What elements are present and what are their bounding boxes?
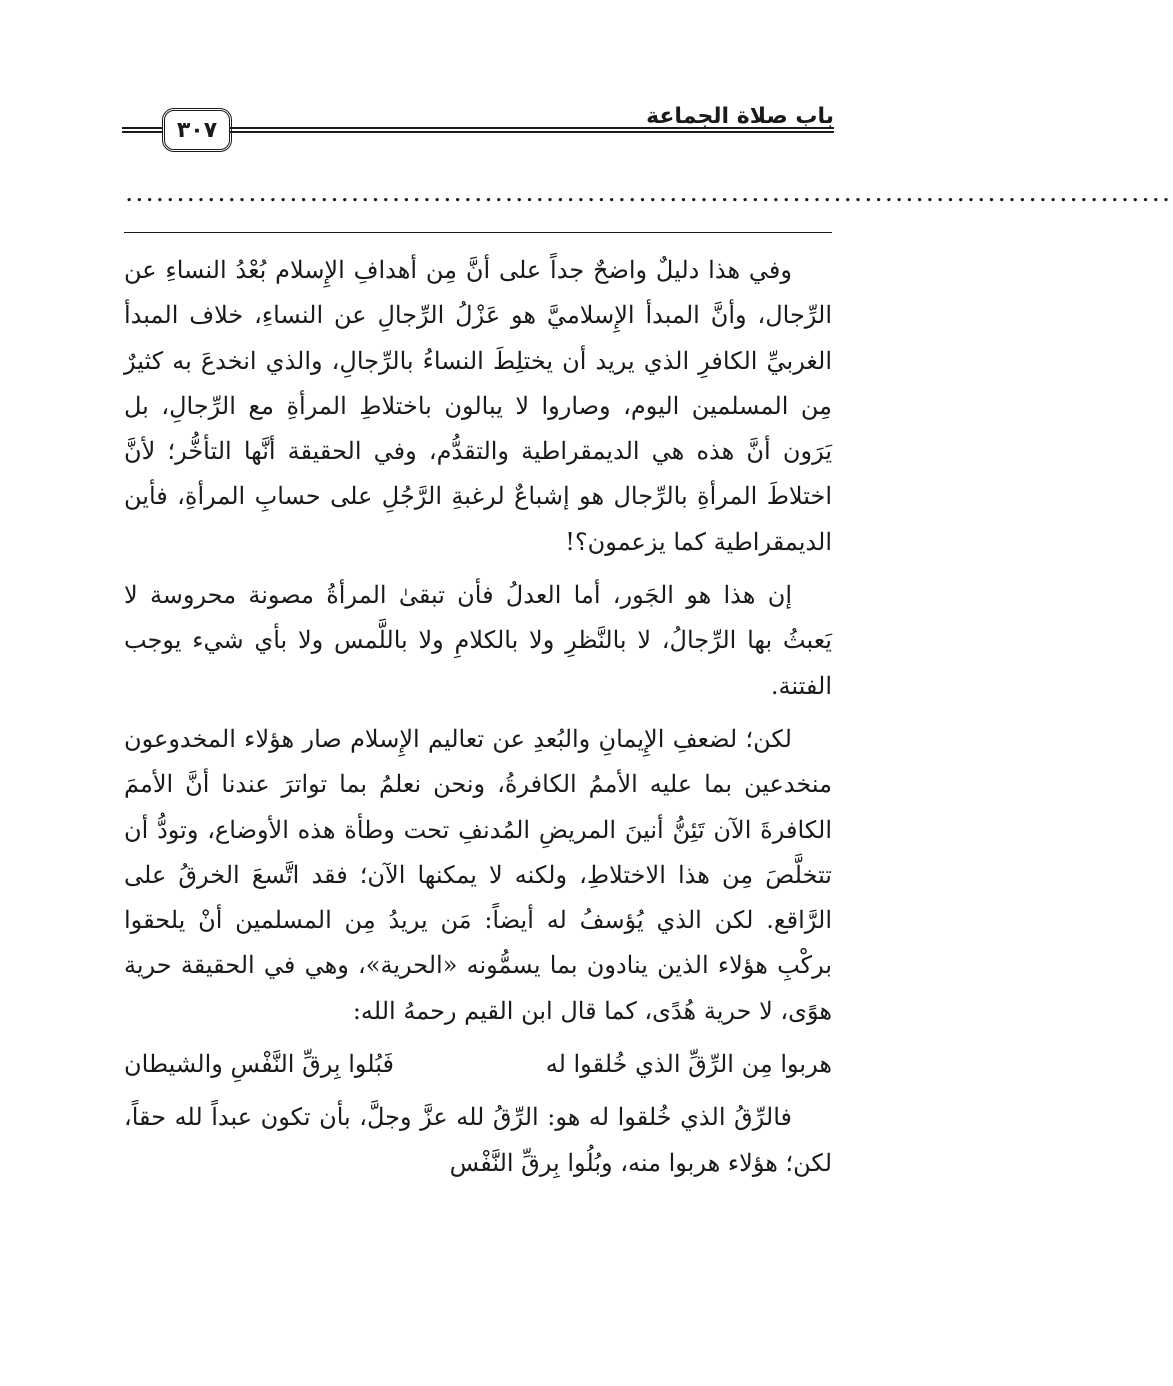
paragraph: إن هذا هو الجَور، أما العدلُ فأن تبقىٰ المرأةُ مصونة محروسة لا يَعبثُ بها الرِّجالُ، لا بالنَّظرِ ولا بالكلامِ ولا باللَّمس ولا بأي شيء يوجب الفتنة. <box>124 581 832 700</box>
chapter-title: باب صلاة الجماعة <box>646 104 834 129</box>
verse-second-hemistich: فَبُلوا بِرقِّ النَّفْسِ والشيطان <box>124 1050 394 1079</box>
footnote-divider <box>124 232 832 233</box>
dotted-separator: ...................................................................................................... <box>126 185 1173 206</box>
page-number: ٣٠٧ <box>176 117 218 143</box>
header-rule-left <box>122 127 162 133</box>
page-number-frame <box>162 108 232 152</box>
body-text <box>124 248 832 1194</box>
paragraph: فالرِّقُ الذي خُلقوا له هو: الرِّقُ لله عزَّ وجلَّ، بأن تكون عبداً لله حقاً، لكن؛ هؤلاء هربوا منه، وبُلُوا بِرقِّ النَّفْس <box>124 1103 832 1177</box>
paragraph: وفي هذا دليلٌ واضحٌ جداً على أنَّ مِن أهدافِ الإِسلام بُعْدُ النساءِ عن الرِّجال، وأنَّ المبدأ الإِسلاميَّ هو عَزْلُ الرِّجالِ عن النساءِ، خلاف المبدأ الغربيِّ الكافرِ الذي يريد أن يختلِطَ النساءُ بالرِّجالِ، والذي انخدعَ به كثيرٌ مِن المسلمين اليوم، وصاروا لا يبالون باختلاطِ المرأةِ مع الرِّجالِ، بل يَرَون أنَّ هذه هي الديمقراطية والتقدُّم، وفي الحقيقة أنَّها التأخُّر؛ لأنَّ اختلاطَ المرأةِ بالرِّجال هو إشباعٌ لرغبةِ الرَّجُلِ على حسابِ المرأةِ، فأين الديمقراطية كما يزعمون؟! <box>124 256 832 556</box>
paragraph: لكن؛ لضعفِ الإِيمانِ والبُعدِ عن تعاليم الإِسلام صار هؤلاء المخدوعون منخدعين بما عليه الأممُ الكافرةُ، ونحن نعلمُ بما تواترَ عندنا أنَّ الأممَ الكافرةَ الآن تَئِنُّ أنينَ المريضِ المُدنفِ تحت وطأة هذه الأوضاع، وتودُّ أن تتخلَّصَ مِن هذا الاختلاطِ، ولكنه لا يمكنها الآن؛ فقد اتَّسعَ الخرقُ على الرَّاقع. لكن الذي يُؤسفُ له أيضاً: مَن يريدُ مِن المسلمين أنْ يلحقوا بركْبِ هؤلاء الذين ينادون بما يسمُّونه «الحرية»، وهي في الحقيقة حرية هوًى، لا حرية هُدًى، كما قال ابن القيم رحمهُ الله: <box>124 724 832 1025</box>
poetry-verse <box>124 1042 832 1087</box>
page-header <box>122 100 834 156</box>
verse-first-hemistich: هربوا مِن الرِّقِّ الذي خُلقوا له <box>545 1050 832 1079</box>
